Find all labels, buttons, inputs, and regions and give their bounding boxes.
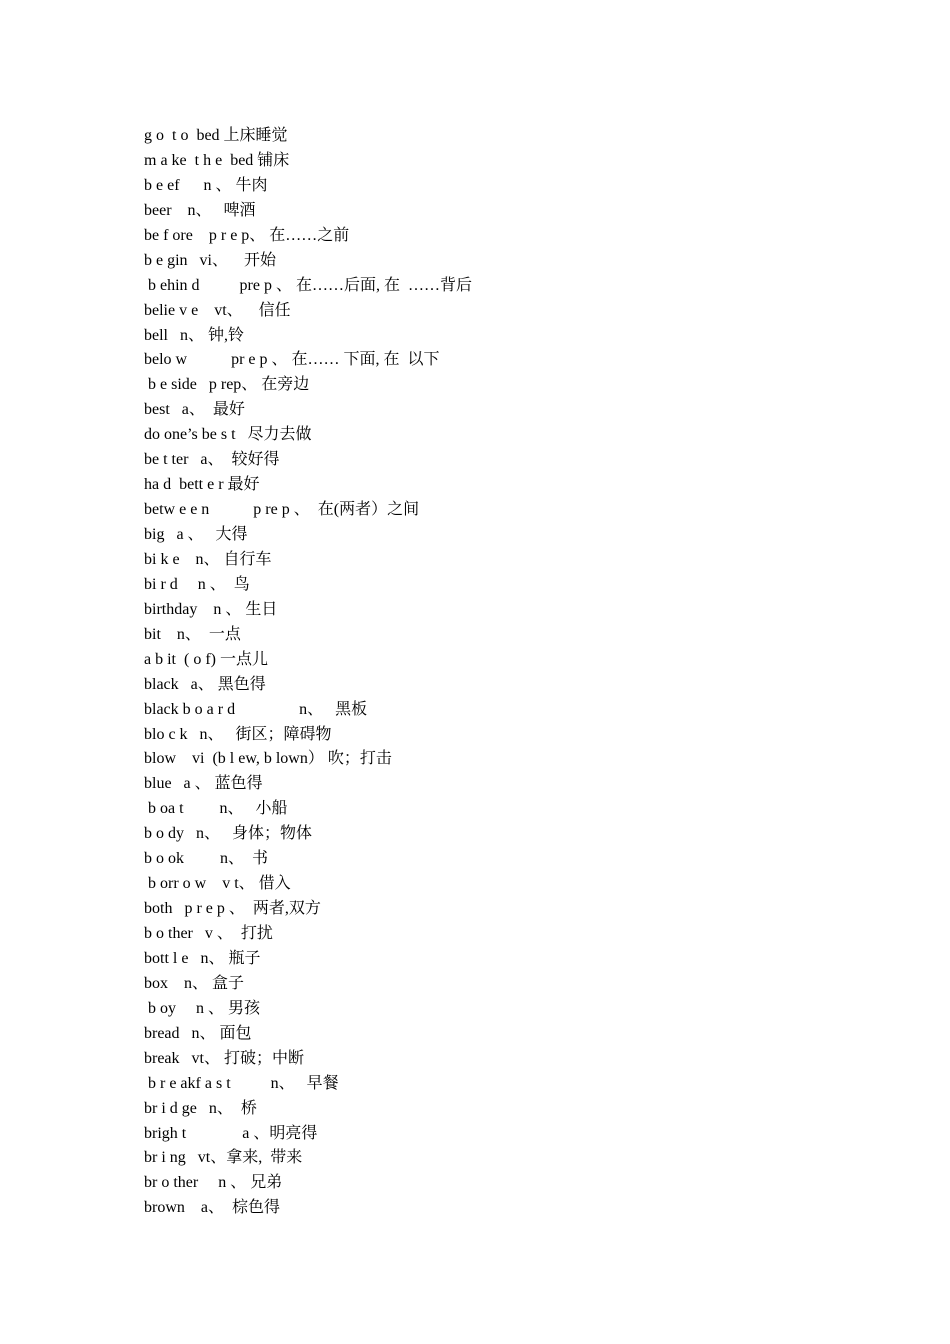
vocab-entry: bread n、 面包 [144, 1024, 252, 1042]
vocab-entry: b e ef n 、 牛肉 [144, 176, 268, 194]
vocab-entry: b e gin vi、 开始 [144, 251, 276, 269]
vocab-entry: box n、 盒子 [144, 974, 245, 992]
vocab-entry: br i d ge n、 桥 [144, 1099, 257, 1117]
vocab-entry: br i ng vt、拿来, 带来 [144, 1149, 303, 1167]
vocab-entry: belo w pr e p 、 在…… 下面, 在 以下 [144, 351, 440, 369]
vocab-entry: bi k e n、 自行车 [144, 550, 272, 568]
vocab-entry: black a、 黑色得 [144, 675, 266, 693]
vocab-entry: b oa t n、 小船 [144, 800, 288, 818]
vocab-entry: blue a 、 蓝色得 [144, 775, 263, 793]
vocab-entry: blow vi (b l ew, b lown） 吹；打击 [144, 750, 392, 768]
vocab-entry: b oy n 、 男孩 [144, 999, 261, 1017]
vocab-entry: brown a、 棕色得 [144, 1199, 280, 1217]
vocab-entry: bi r d n 、 鸟 [144, 575, 250, 593]
vocab-entry: b orr o w v t、 借入 [144, 875, 291, 893]
vocab-entry: black b o a r d n、 黑板 [144, 700, 368, 718]
vocab-entry: beer n、 啤酒 [144, 201, 256, 219]
vocab-entry: betw e e n p re p 、 在(两者）之间 [144, 501, 420, 519]
vocab-entry: b e side p rep、 在旁边 [144, 376, 310, 394]
vocab-entry: b r e akf a s t n、 早餐 [144, 1074, 339, 1092]
vocab-entry: m a ke t h e bed 铺床 [144, 151, 290, 169]
vocab-entry: blo c k n、 街区；障碍物 [144, 725, 332, 743]
vocab-entry: break vt、 打破；中断 [144, 1049, 304, 1067]
vocab-entry: b ehin d pre p 、 在……后面, 在 ……背后 [144, 276, 472, 294]
vocab-entry: br o ther n 、 兄弟 [144, 1174, 283, 1192]
vocab-entry: big a 、 大得 [144, 526, 248, 543]
vocab-entry: belie v e vt、 信任 [144, 301, 291, 319]
vocab-entry: best a、 最好 [144, 401, 245, 419]
vocab-entry: a b it ( o f) 一点儿 [144, 650, 268, 668]
vocab-entry: bell n、 钟,铃 [144, 326, 244, 344]
vocab-entry: g o t o bed 上床睡觉 [144, 127, 288, 144]
vocabulary-list [144, 124, 824, 1221]
vocab-entry: ha d bett e r 最好 [144, 476, 260, 494]
vocab-entry: b o ther v 、 打扰 [144, 925, 273, 942]
vocab-entry: b o ok n、 书 [144, 850, 269, 868]
vocab-entry: b o dy n、 身体；物体 [144, 825, 313, 843]
vocab-entry: be t ter a、 较好得 [144, 451, 280, 469]
vocab-entry: do one’s be s t 尽力去做 [144, 426, 312, 444]
vocab-entry: brigh t a 、明亮得 [144, 1124, 318, 1142]
vocab-entry: both p r e p 、 两者,双方 [144, 900, 321, 918]
vocab-entry: birthday n 、 生日 [144, 600, 278, 618]
vocab-entry: bott l e n、 瓶子 [144, 949, 261, 967]
vocab-entry: be f ore p r e p、 在……之前 [144, 226, 350, 244]
vocab-entry: bit n、 一点 [144, 625, 241, 643]
